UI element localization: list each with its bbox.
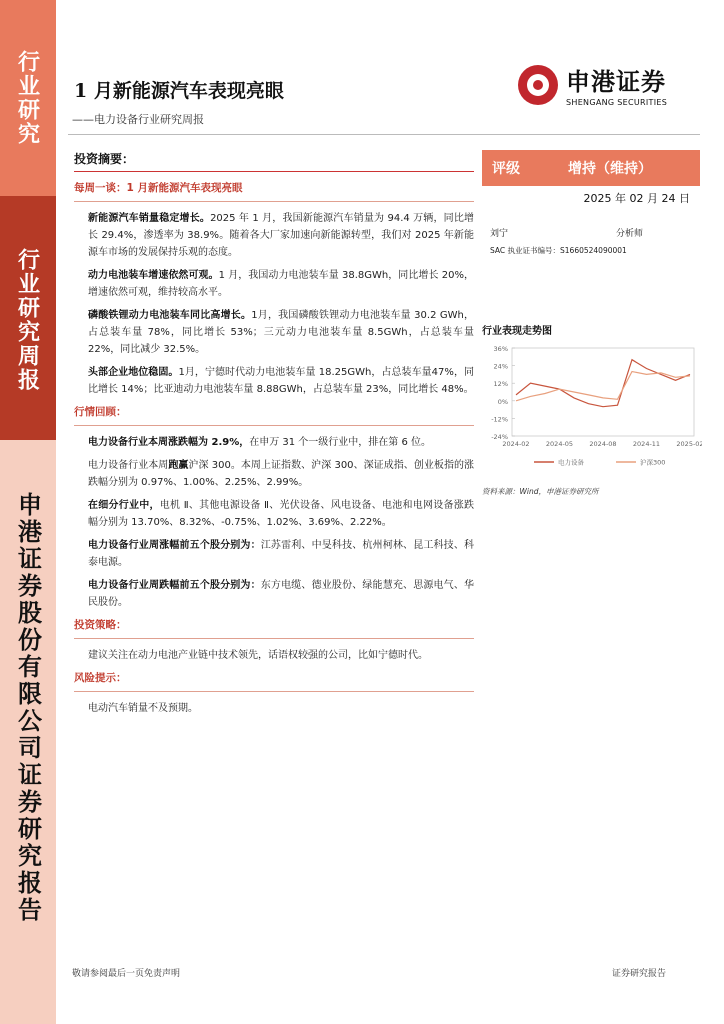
sidebar-category-label: 行业研究 bbox=[14, 50, 41, 146]
logo-name-cn: 申港证券 bbox=[566, 68, 666, 96]
y-tick-label: -24% bbox=[491, 433, 508, 441]
performance-chart-svg bbox=[482, 340, 702, 476]
page-title: 1 月新能源汽车表现亮眼 bbox=[74, 80, 284, 102]
y-tick-label: 24% bbox=[493, 362, 508, 371]
company-logo bbox=[518, 62, 667, 107]
sidebar bbox=[0, 0, 56, 1024]
paragraph-sub-industries: 在细分行业中，电机 Ⅱ、其他电源设备 Ⅱ、光伏设备、风电设备、电池和电网设备涨跌幅分别为 13.70%、8.32%、-0.75%、1.02%、3.69%、2.22%。 bbox=[88, 500, 475, 528]
analyst-title: 分析师 bbox=[616, 229, 644, 239]
report-date: 2025 年 02 月 24 日 bbox=[583, 192, 690, 205]
sac-certificate: SAC 执业证书编号：S1660524090001 bbox=[490, 246, 627, 255]
x-tick-label: 2024-05 bbox=[545, 440, 574, 448]
chart-title: 行业表现走势图 bbox=[482, 326, 552, 337]
rating-label: 评级 bbox=[492, 161, 520, 177]
x-tick-label: 2024-08 bbox=[589, 440, 617, 448]
paragraph-top-losers: 电力设备行业周跌幅前五个股分别为：东方电缆、德业股份、绿能慧充、思源电气、华民股份。 bbox=[88, 580, 475, 608]
paragraph-lfp: 磷酸铁锂动力电池装车同比高增长。1月，我国磷酸铁锂动力电池装车量 30.2 GWh，占总装车量 78%，同比增长 53%；三元动力电池装车量 8.5GWh，占总装车量 22%，同比减少 32.5%。 bbox=[88, 310, 474, 355]
chart-plot-frame bbox=[512, 348, 694, 436]
rating-box bbox=[482, 150, 700, 186]
sidebar-category bbox=[0, 0, 56, 196]
paragraph-leaders: 头部企业地位稳固。1月，宁德时代动力电池装车量 18.25GWh，占总装车量47%，同比增长 14%；比亚迪动力电池装车量 8.88GWh，占总装车量 23%，同比增长 48%。 bbox=[88, 367, 475, 395]
investment-summary bbox=[74, 150, 475, 723]
footer-report-type: 证券研究报告 bbox=[612, 969, 667, 979]
paragraph-ev-sales: 新能源汽车销量稳定增长。2025 年 1 月，我国新能源汽车销量为 94.4 万辆，同比增长 29.4%，渗透率为 38.9%。随着各大厂家加速向新能源转型，我们对 2025 年新能源车市场的发展保持乐观的态度。 bbox=[88, 213, 474, 258]
paragraph-vs-index: 电力设备行业本周跑赢沪深 300。本周上证指数、沪深 300、深证成指、创业板指的涨跌幅分别为 0.97%、1.00%、2.25%、2.99%。 bbox=[88, 460, 475, 488]
analyst-name: 刘宁 bbox=[490, 229, 509, 239]
x-tick-label: 2025-02 bbox=[676, 440, 702, 448]
header-divider bbox=[68, 134, 700, 135]
performance-chart bbox=[482, 340, 702, 476]
sidebar-company-label: 申港证券股份有限公司证券研究报告 bbox=[13, 492, 43, 924]
strategy-divider bbox=[74, 638, 474, 639]
market-review-heading: 行情回顾： bbox=[74, 406, 127, 418]
x-tick-label: 2024-11 bbox=[632, 440, 661, 448]
page-subtitle: ——电力设备行业研究周报 bbox=[72, 113, 204, 126]
paragraph-battery-install: 动力电池装车增速依然可观。1 月，我国动力电池装车量 38.8GWh，同比增长 20%，增速依然可观，维持较高水平。 bbox=[88, 270, 474, 298]
paragraph-top-gainers: 电力设备行业周涨幅前五个股分别为：江苏雷利、中旻科技、杭州柯林、昆工科技、科泰电源。 bbox=[88, 540, 475, 568]
y-tick-label: 0% bbox=[497, 397, 508, 406]
logo-text bbox=[566, 62, 667, 107]
paragraph-risk: 电动汽车销量不及预期。 bbox=[88, 703, 198, 714]
summary-heading: 投资摘要： bbox=[74, 150, 474, 172]
legend-label-2: 沪深300 bbox=[640, 458, 666, 467]
logo-name-en: SHENGANG SECURITIES bbox=[566, 98, 668, 107]
paragraph-strategy: 建议关注在动力电池产业链中技术领先，话语权较强的公司，比如宁德时代。 bbox=[88, 650, 428, 661]
sidebar-company bbox=[0, 440, 56, 1024]
x-tick-label: 2024-02 bbox=[502, 440, 530, 448]
y-tick-label: 12% bbox=[493, 380, 508, 389]
logo-icon bbox=[518, 65, 558, 105]
risk-divider bbox=[74, 691, 474, 692]
paragraph-weekly-change: 电力设备行业本周涨跌幅为 2.9%，在申万 31 个一级行业中，排在第 6 位。 bbox=[88, 437, 432, 448]
strategy-heading: 投资策略： bbox=[74, 619, 127, 631]
series-line-1 bbox=[516, 360, 690, 407]
y-tick-label: -12% bbox=[491, 415, 508, 424]
risk-heading: 风险提示： bbox=[74, 672, 127, 684]
rating-value: 增持（维持） bbox=[568, 161, 652, 177]
footer-disclaimer: 敬请参阅最后一页免责声明 bbox=[72, 969, 181, 979]
weekly-talk-divider bbox=[74, 201, 474, 202]
sidebar-report-type bbox=[0, 196, 56, 440]
market-review-divider bbox=[74, 425, 474, 426]
sidebar-report-type-label: 行业研究周报 bbox=[14, 248, 41, 392]
legend-label-1: 电力设备 bbox=[558, 458, 584, 467]
y-tick-label: 36% bbox=[493, 345, 508, 353]
chart-source: 资料来源：Wind，申港证券研究所 bbox=[482, 487, 599, 496]
weekly-talk-heading: 每周一谈：1 月新能源汽车表现亮眼 bbox=[74, 182, 243, 194]
